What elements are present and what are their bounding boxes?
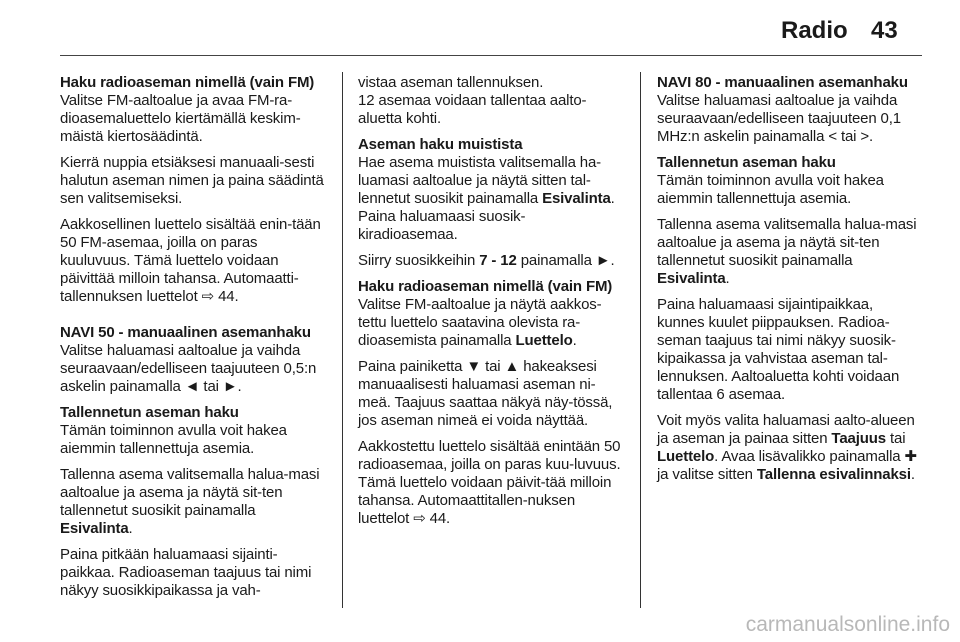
body-text: Tämän toiminnon avulla voit hakea aiemmin tallennettuja asemia. [60, 422, 287, 457]
header-title: Radio [781, 17, 848, 44]
section-heading: Haku radioaseman nimellä (vain FM) [358, 278, 613, 295]
body-text: Hae asema muistista valitsemalla ha-luamasi aaltoalue ja näytä sitten tal-lennetut suosikit painamalla [358, 154, 602, 207]
body-text: Valitse FM-aaltoalue ja avaa FM-ra-dioasemaluettelo kiertämällä keskim-mäistä kiertosäädintä. [60, 92, 301, 145]
paragraph: Aakkosellinen luettelo sisältää enin-tään 50 FM-asemaa, joilla on paras kuuluvuus. Tämä luettelo voidaan päivittää milloin tahansa. Automaatti-tallennuksen luettelot ⇨ 44. [60, 216, 321, 305]
paragraph [657, 216, 922, 288]
button-reference: Taajuus [831, 430, 886, 447]
page-header [0, 0, 960, 56]
button-reference: Esivalinta [542, 190, 611, 207]
paragraph [60, 74, 325, 146]
section-heading: NAVI 50 - manuaalinen asemanhaku [60, 324, 311, 341]
body-text: Valitse FM-aaltoalue ja näytä aakkos-tettu luettelo saatavina olevista ra-dioasemista painamalla [358, 296, 602, 349]
section-heading: Tallennetun aseman haku [60, 404, 239, 421]
paragraph: vistaa aseman tallennuksen. [358, 74, 544, 91]
section-heading: Aseman haku muistista [358, 136, 523, 153]
paragraph [60, 466, 325, 538]
paragraph: Paina painiketta ▼ tai ▲ hakeaksesi manuaalisesti haluamasi aseman ni-meä. Taajuus saattaa näkyä näy-tössä, jos aseman nimeä ei voida näyttää. [358, 358, 613, 429]
button-reference: 7 - 12 [479, 252, 517, 269]
body-text: painamalla ►. [520, 252, 615, 269]
body-text: Valitse haluamasi aaltoalue ja vaihda seuraavaan/edelliseen taajuuteen 0,1 MHz:n askelin painamalla < tai >. [657, 92, 901, 145]
column-1 [60, 74, 325, 608]
page-number: 43 [871, 17, 898, 44]
body-text: Tallenna asema valitsemalla halua-masi aaltoalue ja asema ja näytä sit-ten tallennetut suosikit painamalla [60, 466, 320, 519]
paragraph: Paina pitkään haluamaasi sijainti-paikkaa. Radioaseman taajuus tai nimi näkyy suosikkipaikassa ja vah- [60, 546, 312, 599]
body-text: . Paina haluamaasi suosik-kiradioasemaa. [358, 190, 615, 243]
button-reference: Esivalinta [657, 270, 726, 287]
paragraph: Aakkostettu luettelo sisältää enintään 50 radioasemaa, joilla on paras kuu-luvuus. Tämä luettelo voidaan päivit-tää milloin tahansa. Automaattitallen-nuksen luettelot ⇨ 44. [358, 438, 621, 527]
button-reference: Tallenna esivalinnaksi [756, 466, 911, 483]
body-text: Tallenna asema valitsemalla halua-masi aaltoalue ja asema ja näytä sit-ten tallennetut suosikit painamalla [657, 216, 917, 269]
body-text: . [128, 520, 133, 537]
column-divider [640, 72, 641, 608]
paragraph [358, 252, 623, 270]
section-heading: Haku radioaseman nimellä (vain FM) [60, 74, 315, 91]
paragraph: Paina haluamaasi sijaintipaikkaa, kunnes kuulet piippauksen. Radioa-seman taajuus tai nimi näkyy suosik-kipaikassa ja vahvistaa aseman tal-lennuksen. Aaltoaluetta kohti voidaan tallentaa 6 asemaa. [657, 296, 900, 403]
paragraph [358, 136, 623, 244]
body-text: Tämän toiminnon avulla voit hakea aiemmin tallennettuja asemia. [657, 172, 884, 207]
paragraph [60, 404, 325, 458]
body-text: . [910, 466, 915, 483]
section-heading: Tallennetun aseman haku [657, 154, 836, 171]
body-text: Valitse haluamasi aaltoalue ja vaihda seuraavaan/edelliseen taajuuteen 0,5:n askelin painamalla ◄ tai ►. [60, 342, 317, 395]
paragraph: 12 asemaa voidaan tallentaa aalto-aluetta kohti. [358, 92, 587, 127]
body-text: . [725, 270, 730, 287]
body-text: Siirry suosikkeihin [358, 252, 476, 269]
header-rule [60, 55, 922, 56]
column-3 [657, 74, 922, 492]
button-reference: Esivalinta [60, 520, 129, 537]
paragraph [657, 74, 922, 146]
paragraph [358, 278, 623, 350]
button-reference: Luettelo [657, 448, 715, 465]
body-text: Voit myös valita haluamasi aalto-alueen ja aseman ja painaa sitten [657, 412, 915, 447]
paragraph: Kierrä nuppia etsiäksesi manuaali-sesti halutun aseman nimen ja paina säädintä sen valitsemiseksi. [60, 154, 324, 207]
button-reference: Luettelo [515, 332, 573, 349]
paragraph [657, 154, 922, 208]
body-text: . [572, 332, 577, 349]
watermark: carmanualsonline.info [745, 613, 950, 636]
body-text: tai [889, 430, 906, 447]
column-divider [342, 72, 343, 608]
column-2 [358, 74, 623, 536]
paragraph [60, 324, 325, 396]
paragraph [657, 412, 922, 484]
section-heading: NAVI 80 - manuaalinen asemanhaku [657, 74, 908, 91]
body-text: . Avaa lisävalikko painamalla ✚ ja valitse sitten [657, 448, 917, 483]
